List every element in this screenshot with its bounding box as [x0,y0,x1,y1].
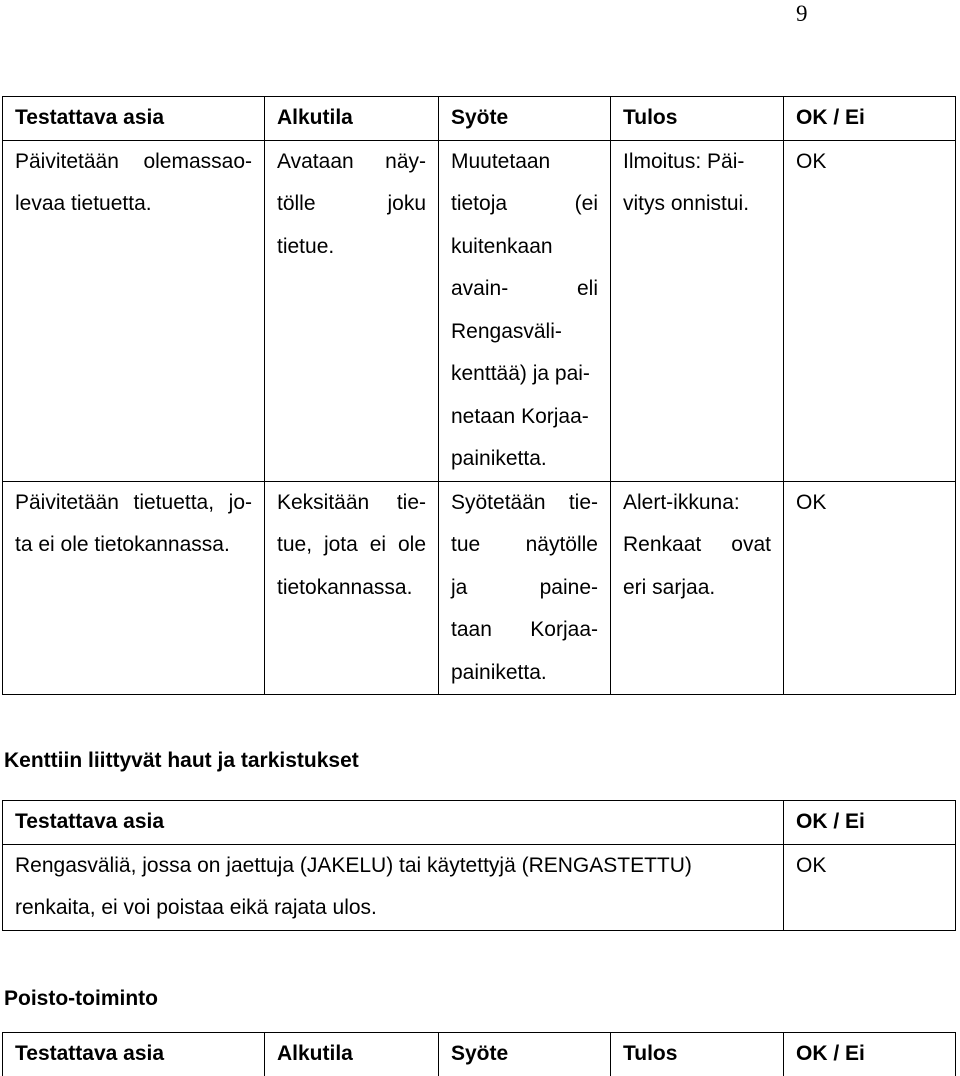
table-header-row [3,801,956,845]
cell-tulos [611,140,784,481]
cell-line: Muutetaan [451,149,551,173]
cell-line: kenttää) ja pai- [451,362,590,385]
cell-line: painiketta. [451,660,547,684]
col-header-syote: Syöte [439,97,611,141]
cell-line: renkaita, ei voi poistaa eikä rajata ulos. [15,896,377,919]
page-number: 9 [796,1,808,26]
col-header-ok: OK / Ei [784,801,956,845]
cell-ok: OK [784,844,956,930]
table-row [3,844,956,930]
cell-line: tietue. [277,234,335,258]
cell-line: Alert-ikkuna: [623,490,740,514]
cell-line: taan Korjaa- [451,618,598,641]
col-header-ok: OK / Ei [784,97,956,141]
col-header-tulos: Tulos [611,97,784,141]
table-row [3,481,956,695]
cell-asia [3,481,265,695]
cell-line: netaan Korjaa- [451,404,589,428]
cell-line: avain- eli [451,277,598,300]
cell-line: Ilmoitus: Päi- [623,149,745,173]
cell-line: levaa tietuetta. [15,192,152,215]
cell-line: Päivitetään tietuetta, jo- [15,490,252,514]
cell-ok: OK [784,481,956,695]
cell-ok: OK [784,140,956,481]
cell-line: painiketta. [451,447,547,470]
table-row [3,140,956,481]
cell-line: tietoja (ei [451,192,598,215]
cell-line: Syötetään tie- [451,490,598,514]
cell-line: vitys onnistui. [623,192,750,215]
cell-syote [439,140,611,481]
cell-line: tue, jota ei ole [277,533,426,556]
cell-line: eri sarjaa. [623,575,716,599]
cell-line: Rengasväli- [451,319,562,343]
cell-line: Keksitään tie- [277,490,426,514]
col-header-asia: Testattava asia [3,97,265,141]
cell-alkutila [265,481,439,695]
cell-line: kuitenkaan [451,234,553,258]
cell-tulos [611,481,784,695]
cell-line: ta ei ole tietokannassa. [15,533,230,556]
cell-line: tue näytölle [451,533,598,556]
col-header-tulos: Tulos [611,1033,784,1076]
col-header-alkutila: Alkutila [265,97,439,141]
table-header-row [3,97,956,141]
table-header-row [3,1033,956,1076]
col-header-syote: Syöte [439,1033,611,1076]
cell-line: Avataan näy- [277,149,426,173]
cell-asia [3,844,784,930]
test-table-checks [2,800,956,931]
section-heading-delete: Poisto-toiminto [4,987,158,1010]
cell-line: tietokannassa. [277,575,413,599]
cell-line: tölle joku [277,192,426,215]
col-header-asia: Testattava asia [3,1033,265,1076]
cell-syote [439,481,611,695]
cell-line: Rengasväliä, jossa on jaettuja (JAKELU) tai käytettyjä (RENGASTETTU) [15,853,692,877]
test-table-delete [2,1032,956,1076]
col-header-asia: Testattava asia [3,801,784,845]
col-header-ok: OK / Ei [784,1033,956,1076]
cell-line: Päivitetään olemassao- [15,149,252,173]
cell-line: ja paine- [451,575,598,599]
section-heading-searches: Kenttiin liittyvät haut ja tarkistukset [4,749,359,772]
cell-asia [3,140,265,481]
cell-line: Renkaat ovat [623,533,771,556]
col-header-alkutila: Alkutila [265,1033,439,1076]
test-table-update [2,96,956,695]
cell-alkutila [265,140,439,481]
